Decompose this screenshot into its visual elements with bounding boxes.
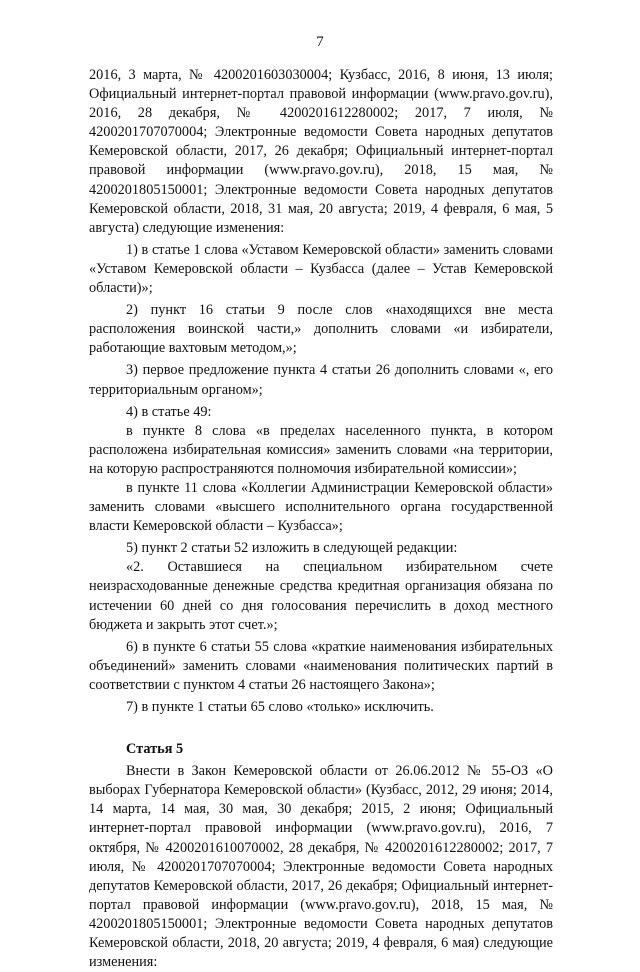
amendment-item-5: 5) пункт 2 статьи 52 изложить в следующей редакции: [126, 540, 458, 557]
amendment-item-4-point-8: в пункте 8 слова «в пределах населенного пункта, в котором расположена избирательная комиссия» заменить словами «на территории, на которую распространяются полномочия избирательной комиссии»; [89, 422, 553, 477]
amendment-item-4-point-11: в пункте 11 слова «Коллегии Администрации Кемеровской области» заменить словами «высшего исполнительного органа государственной власти Кемеровской области – Кузбасса»; [89, 479, 553, 535]
amendment-item-5-new-text: «2. Оставшиеся на специальном избирательном счете неизрасходованные денежные средства кредитная организация обязана по истечении 60 дней со дня голосования перечислить в доход местного бюджета и закрыть этот счет.»; [89, 559, 553, 633]
page-number: 7 [316, 34, 324, 50]
amendment-item-7: 7) в пункте 1 статьи 65 слово «только» исключить. [126, 699, 434, 715]
article-5-text: Внести в Закон Кемеровской области от 26.06.2012 № 55-ОЗ «О выборах Губернатора Кемеровской области» (Кузбасс, 2012, 29 июня; 2014, 14 марта, 14 мая, 30 мая, 30 декабря; 2015, 2 июня; Официальный интернет-портал правовой информации (www.pravo.gov.ru), 2016, 7 октября, № 4200201610070002, 28 декабря, № 4200201612280002; 2017, 7 июля, № 4200201707070004; Электронные ведомости Совета народных депутатов Кемеровской области, 2017, 26 декабря; Официальный интернет-портал правовой информации (www.pravo.gov.ru), 2018, 15 мая, № 4200201805150001; Электронные ведомости Совета народных депутатов Кемеровской области, 2018, 20 августа; 2019, 4 февраля, 6 мая) следующие изменения: [89, 763, 553, 971]
amendment-item-1: 1) в статье 1 слова «Уставом Кемеровской области» заменить словами «Уставом Кемеровской области – Кузбасса (далее – Устав Кемеровской области)»; [89, 241, 553, 297]
document-body [89, 66, 553, 972]
amendment-item-4: 4) в статье 49: [126, 403, 212, 420]
amendment-item-2: 2) пункт 16 статьи 9 после слов «находящихся вне места расположения воинской части,» дополнить словами «и избиратели, работающие вахтовым методом,»; [89, 302, 553, 357]
amendment-item-6: 6) в пункте 6 статьи 55 слова «краткие наименования избирательных объединений» заменить словами «наименования политических партий в соответствии с пунктом 4 статьи 26 настоящего Закона»; [89, 638, 553, 693]
amendment-sources-paragraph: 2016, 3 марта, № 4200201603030004; Кузбасс, 2016, 8 июня, 13 июля; Официальный интернет-портал правовой информации (www.pravo.gov.ru), 2016, 28 декабря, № 4200201612280002; 2017, 7 июля, № 4200201707070004; Электронные ведомости Совета народных депутатов Кемеровской области, 2017, 26 декабря; Официальный интернет-портал правовой информации (www.pravo.gov.ru), 2018, 15 мая, № 4200201805150001; Электронные ведомости Совета народных депутатов Кемеровской области, 2018, 31 мая, 20 августа; 2019, 4 февраля, 6 мая, 5 августа) следующие изменения: [89, 67, 553, 236]
amendment-item-3: 3) первое предложение пункта 4 статьи 26 дополнить словами «, его территориальным органом»; [89, 362, 553, 398]
article-5-heading: Статья 5 [126, 741, 184, 758]
